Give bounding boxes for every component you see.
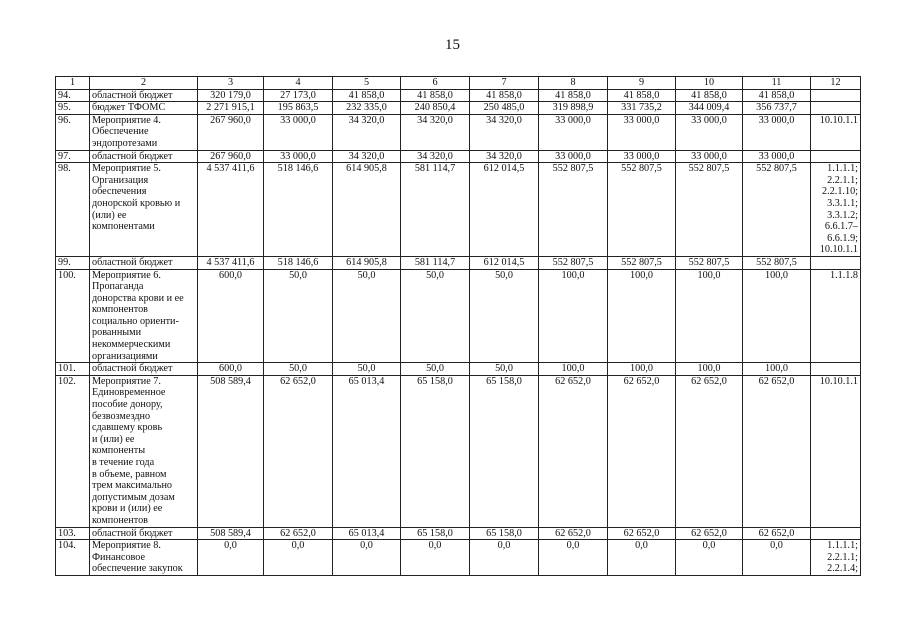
row-number: 103.: [56, 527, 90, 540]
value-cell: 62 652,0: [264, 527, 333, 540]
row-name-line: (или) ее: [92, 209, 127, 221]
column-number: 8: [539, 77, 608, 90]
row-name-line: организациями: [92, 350, 158, 362]
table-row: [56, 256, 861, 269]
value-cell: 614 905,8: [333, 256, 401, 269]
value-cell: 33 000,0: [264, 114, 333, 150]
row-name: [90, 540, 198, 576]
row-name: [90, 150, 198, 163]
row-name: [90, 163, 198, 257]
value-cell: 518 146,6: [264, 256, 333, 269]
table-row: [56, 150, 861, 163]
table-row: [56, 163, 861, 257]
value-cell: 65 013,4: [333, 527, 401, 540]
value-cell: 100,0: [676, 363, 743, 376]
row-number: 102.: [56, 375, 90, 527]
value-cell: 0,0: [470, 540, 539, 576]
value-cell: 552 807,5: [539, 163, 608, 257]
value-cell: 100,0: [608, 269, 676, 363]
row-name: [90, 375, 198, 527]
value-cell: 62 652,0: [676, 527, 743, 540]
indicator-code-line: 10.10.1.1: [819, 114, 858, 126]
value-cell: 41 858,0: [539, 89, 608, 102]
value-cell: 34 320,0: [401, 150, 470, 163]
row-name-line: компоненты: [92, 445, 146, 457]
value-cell: 0,0: [198, 540, 264, 576]
value-cell: 0,0: [539, 540, 608, 576]
column-number: 12: [811, 77, 861, 90]
value-cell: 2 271 915,1: [198, 102, 264, 115]
row-name-line: в течение года: [92, 457, 155, 468]
indicator-code-line: 2.2.1.1;: [827, 174, 858, 186]
indicator-code-line: 10.10.1.1: [819, 375, 858, 387]
value-cell: 65 013,4: [333, 375, 401, 527]
indicator-code-line: 6.6.1.9;: [827, 232, 858, 244]
row-name-line: и (или) ее: [92, 433, 135, 445]
row-name-line: обеспечение закупок: [92, 563, 183, 575]
indicator-code-line: 1.1.1.1;: [827, 163, 858, 175]
value-cell: 41 858,0: [676, 89, 743, 102]
indicator-code: [811, 114, 861, 150]
indicator-code: [811, 363, 861, 376]
column-number: 1: [56, 77, 90, 90]
value-cell: 62 652,0: [539, 527, 608, 540]
value-cell: 33 000,0: [676, 150, 743, 163]
indicator-code: [811, 102, 861, 115]
value-cell: 518 146,6: [264, 163, 333, 257]
row-number: 104.: [56, 540, 90, 576]
row-name-line: Обеспечение: [92, 126, 149, 138]
value-cell: 62 652,0: [539, 375, 608, 527]
value-cell: 33 000,0: [539, 114, 608, 150]
row-name-line: рованными: [92, 327, 142, 339]
value-cell: 552 807,5: [676, 163, 743, 257]
indicator-code: [811, 540, 861, 576]
value-cell: 34 320,0: [470, 114, 539, 150]
row-name-line: Финансовое: [92, 551, 146, 563]
table-row: [56, 89, 861, 102]
row-name: [90, 269, 198, 363]
value-cell: 100,0: [539, 363, 608, 376]
column-number: 4: [264, 77, 333, 90]
value-cell: 34 320,0: [401, 114, 470, 150]
value-cell: 62 652,0: [743, 527, 811, 540]
indicator-code: [811, 89, 861, 102]
value-cell: 62 652,0: [676, 375, 743, 527]
value-cell: 41 858,0: [743, 89, 811, 102]
row-name-line: Пропаганда: [92, 281, 144, 293]
value-cell: 100,0: [743, 363, 811, 376]
value-cell: 33 000,0: [608, 150, 676, 163]
row-name: [90, 102, 198, 115]
row-number: 101.: [56, 363, 90, 376]
row-number: 95.: [56, 102, 90, 115]
value-cell: 0,0: [608, 540, 676, 576]
row-name-line: областной бюджет: [92, 89, 173, 101]
indicator-code-line: 3.3.1.2;: [827, 209, 858, 221]
header-row: [56, 77, 861, 90]
value-cell: 4 537 411,6: [198, 163, 264, 257]
row-name-line: компонентов: [92, 514, 148, 526]
row-name-line: социально ориенти-: [92, 315, 179, 327]
value-cell: 600,0: [198, 269, 264, 363]
indicator-code: [811, 269, 861, 363]
row-name-line: областной бюджет: [92, 256, 173, 268]
value-cell: 33 000,0: [608, 114, 676, 150]
row-name-line: донорской кровью и: [92, 197, 181, 209]
row-name: [90, 256, 198, 269]
row-name: [90, 89, 198, 102]
value-cell: 356 737,7: [743, 102, 811, 115]
indicator-code-line: 1.1.1.1;: [827, 540, 858, 552]
value-cell: 62 652,0: [608, 375, 676, 527]
indicator-code-line: 1.1.1.8: [829, 269, 858, 281]
row-name-line: Мероприятие 4.: [92, 114, 161, 126]
value-cell: 240 850,4: [401, 102, 470, 115]
column-number: 6: [401, 77, 470, 90]
value-cell: 267 960,0: [198, 150, 264, 163]
value-cell: 27 173,0: [264, 89, 333, 102]
value-cell: 50,0: [401, 363, 470, 376]
value-cell: 34 320,0: [333, 150, 401, 163]
row-name-line: Мероприятие 7.: [92, 375, 161, 387]
row-number: 97.: [56, 150, 90, 163]
indicator-code-line: 2.2.1.4;: [827, 563, 858, 575]
value-cell: 508 589,4: [198, 375, 264, 527]
value-cell: 50,0: [333, 363, 401, 376]
value-cell: 552 807,5: [608, 163, 676, 257]
value-cell: 62 652,0: [264, 375, 333, 527]
value-cell: 552 807,5: [676, 256, 743, 269]
indicator-code: [811, 163, 861, 257]
column-number: 3: [198, 77, 264, 90]
indicator-code-line: 10.10.1.1: [819, 244, 858, 256]
value-cell: 552 807,5: [743, 256, 811, 269]
value-cell: 62 652,0: [608, 527, 676, 540]
value-cell: 0,0: [264, 540, 333, 576]
value-cell: 614 905,8: [333, 163, 401, 257]
value-cell: 552 807,5: [539, 256, 608, 269]
value-cell: 0,0: [333, 540, 401, 576]
value-cell: 0,0: [401, 540, 470, 576]
row-name: [90, 527, 198, 540]
row-name-line: бюджет ТФОМС: [92, 102, 166, 114]
column-number: 7: [470, 77, 539, 90]
row-name: [90, 363, 198, 376]
table-body: [56, 77, 861, 576]
row-name-line: некоммерческими: [92, 339, 171, 351]
value-cell: 344 009,4: [676, 102, 743, 115]
value-cell: 33 000,0: [264, 150, 333, 163]
value-cell: 100,0: [539, 269, 608, 363]
value-cell: 41 858,0: [401, 89, 470, 102]
value-cell: 65 158,0: [470, 375, 539, 527]
value-cell: 41 858,0: [333, 89, 401, 102]
value-cell: 100,0: [743, 269, 811, 363]
value-cell: 50,0: [470, 363, 539, 376]
row-name-line: крови и (или) ее: [92, 503, 163, 515]
indicator-code-line: 2.2.1.10;: [822, 186, 858, 198]
row-name-line: безвозмездно: [92, 410, 151, 422]
page-number: 15: [445, 37, 460, 53]
row-name-line: допустимым дозам: [92, 491, 175, 503]
budget-table: [55, 76, 861, 576]
table-row: [56, 102, 861, 115]
column-number: 2: [90, 77, 198, 90]
value-cell: 34 320,0: [333, 114, 401, 150]
indicator-code-line: 6.6.1.7–: [824, 221, 858, 233]
column-number: 5: [333, 77, 401, 90]
value-cell: 65 158,0: [470, 527, 539, 540]
row-name-line: Мероприятие 6.: [92, 269, 161, 281]
value-cell: 41 858,0: [608, 89, 676, 102]
row-name-line: пособие донору,: [92, 399, 163, 411]
value-cell: 0,0: [743, 540, 811, 576]
indicator-code: [811, 527, 861, 540]
value-cell: 232 335,0: [333, 102, 401, 115]
value-cell: 195 863,5: [264, 102, 333, 115]
value-cell: 33 000,0: [676, 114, 743, 150]
value-cell: 250 485,0: [470, 102, 539, 115]
row-name-line: Единовременное: [92, 387, 166, 399]
row-name-line: Мероприятие 5.: [92, 163, 161, 175]
indicator-code-line: 2.2.1.1;: [827, 551, 858, 563]
value-cell: 41 858,0: [470, 89, 539, 102]
row-name-line: сдавшему кровь: [92, 422, 163, 434]
row-number: 98.: [56, 163, 90, 257]
row-name-line: компонентов: [92, 304, 148, 316]
indicator-code: [811, 256, 861, 269]
table-row: [56, 363, 861, 376]
value-cell: 34 320,0: [470, 150, 539, 163]
value-cell: 581 114,7: [401, 256, 470, 269]
value-cell: 62 652,0: [743, 375, 811, 527]
value-cell: 267 960,0: [198, 114, 264, 150]
value-cell: 50,0: [264, 269, 333, 363]
value-cell: 50,0: [470, 269, 539, 363]
indicator-code: [811, 375, 861, 527]
row-name-line: областной бюджет: [92, 527, 173, 539]
column-number: 9: [608, 77, 676, 90]
column-number: 10: [676, 77, 743, 90]
value-cell: 50,0: [333, 269, 401, 363]
value-cell: 612 014,5: [470, 163, 539, 257]
value-cell: 552 807,5: [743, 163, 811, 257]
value-cell: 50,0: [264, 363, 333, 376]
table-row: [56, 540, 861, 576]
value-cell: 100,0: [676, 269, 743, 363]
row-name-line: эндопротезами: [92, 137, 158, 149]
indicator-code: [811, 150, 861, 163]
value-cell: 33 000,0: [743, 150, 811, 163]
row-name: [90, 114, 198, 150]
table-row: [56, 527, 861, 540]
value-cell: 581 114,7: [401, 163, 470, 257]
table-row: [56, 375, 861, 527]
row-name-line: обеспечения: [92, 186, 147, 198]
value-cell: 508 589,4: [198, 527, 264, 540]
row-name-line: в объеме, равном: [92, 468, 167, 480]
column-number: 11: [743, 77, 811, 90]
row-name-line: Организация: [92, 174, 149, 186]
value-cell: 612 014,5: [470, 256, 539, 269]
value-cell: 65 158,0: [401, 527, 470, 540]
row-number: 96.: [56, 114, 90, 150]
value-cell: 0,0: [676, 540, 743, 576]
table-row: [56, 114, 861, 150]
value-cell: 331 735,2: [608, 102, 676, 115]
value-cell: 320 179,0: [198, 89, 264, 102]
value-cell: 65 158,0: [401, 375, 470, 527]
row-number: 99.: [56, 256, 90, 269]
row-name-line: областной бюджет: [92, 150, 173, 162]
row-name-line: областной бюджет: [92, 363, 173, 375]
value-cell: 552 807,5: [608, 256, 676, 269]
row-name-line: трем максимально: [92, 480, 173, 492]
value-cell: 319 898,9: [539, 102, 608, 115]
value-cell: 33 000,0: [539, 150, 608, 163]
row-number: 100.: [56, 269, 90, 363]
value-cell: 50,0: [401, 269, 470, 363]
value-cell: 600,0: [198, 363, 264, 376]
value-cell: 100,0: [608, 363, 676, 376]
value-cell: 33 000,0: [743, 114, 811, 150]
value-cell: 4 537 411,6: [198, 256, 264, 269]
row-name-line: донорства крови и ее: [92, 292, 184, 304]
indicator-code-line: 3.3.1.1;: [827, 197, 858, 209]
row-name-line: компонентами: [92, 221, 155, 233]
row-number: 94.: [56, 89, 90, 102]
table-row: [56, 269, 861, 363]
row-name-line: Мероприятие 8.: [92, 540, 161, 552]
